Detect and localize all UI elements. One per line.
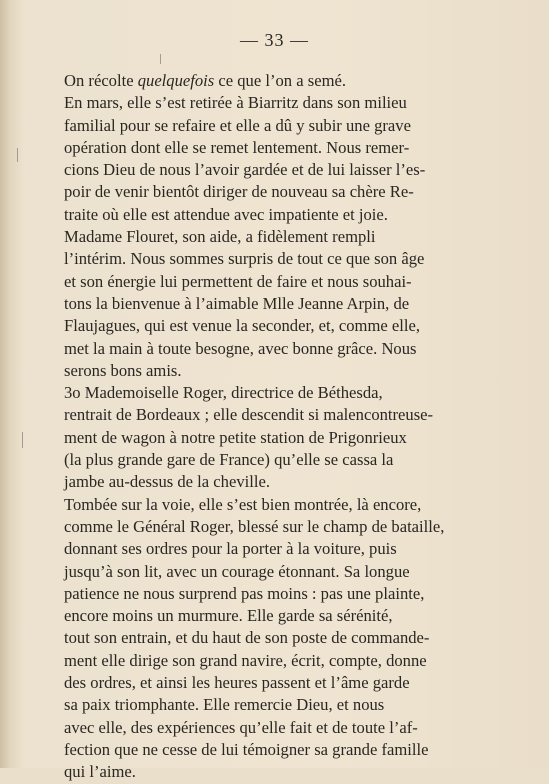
text-line: (la plus grande gare de France) qu’elle se cassa la	[64, 450, 394, 470]
text-line: serons bons amis.	[64, 360, 182, 380]
text-line: comme le Général Roger, blessé sur le champ de bataille,	[64, 516, 445, 536]
text-line: ment elle dirige son grand navire, écrit, compte, donne	[64, 650, 427, 670]
paragraph-3	[52, 226, 516, 382]
text-line: En mars, elle s’est retirée à Biarritz dans son milieu	[64, 93, 407, 113]
text-line: qui l’aime.	[64, 762, 136, 782]
margin-mark	[22, 432, 23, 448]
text-line: avec elle, des expériences qu’elle fait et de toute l’af-	[64, 717, 418, 737]
text-line: 3o Mademoiselle Roger, directrice de Béthesda,	[64, 383, 383, 403]
text-line: cions Dieu de nous l’avoir gardée et de lui laisser l’es-	[64, 160, 426, 180]
margin-mark	[160, 54, 161, 64]
text-line: encore moins un murmure. Elle garde sa sérénité,	[64, 606, 393, 626]
text-line: l’intérim. Nous sommes surpris de tout ce que son âge	[64, 249, 425, 269]
text-line: On récolte quelquefois ce que l’on a semé.	[64, 71, 347, 90]
text-line: rentrait de Bordeaux ; elle descendit si malencontreuse-	[64, 405, 434, 425]
paragraph-4	[52, 382, 516, 493]
margin-mark	[17, 148, 18, 162]
text-line: traite où elle est attendue avec impatiente et joie.	[64, 204, 388, 224]
paragraph-1	[52, 70, 516, 92]
text-line: sa paix triomphante. Elle remercie Dieu, et nous	[64, 695, 385, 715]
text-line: jambe au-dessus de la cheville.	[64, 472, 270, 492]
text-line: ment de wagon à notre petite station de Prigonrieux	[64, 427, 407, 447]
paragraph-2	[52, 92, 516, 226]
italic-word: quelquefois	[137, 71, 215, 90]
page-number: — 33 —	[240, 30, 309, 50]
text-line: des ordres, et ainsi les heures passent et l’âme garde	[64, 673, 410, 693]
body-text	[52, 70, 516, 784]
text-line: poir de venir bientôt diriger de nouveau sa chère Re-	[64, 182, 414, 202]
paragraph-5	[52, 494, 516, 784]
text-line: tout son entrain, et du haut de son poste de commande-	[64, 628, 430, 648]
text-line: jusqu’à son lit, avec un courage étonnant. Sa longue	[64, 561, 410, 581]
text-line: donnant ses ordres pour la porter à la voiture, puis	[64, 539, 397, 559]
text-line: met la main à toute besogne, avec bonne grâce. Nous	[64, 338, 417, 358]
text-line: opération dont elle se remet lentement. Nous remer-	[64, 137, 410, 157]
text-line: Tombée sur la voie, elle s’est bien montrée, là encore,	[64, 494, 422, 514]
text-line: Flaujagues, qui est venue la seconder, et, comme elle,	[64, 316, 420, 336]
text-line: et son énergie lui permettent de faire et nous souhai-	[64, 271, 412, 291]
text-line: Madame Flouret, son aide, a fidèlement rempli	[64, 227, 376, 247]
text-line: familial pour se refaire et elle a dû y subir une grave	[64, 115, 411, 135]
text-line: patience ne nous surprend pas moins : pas une plainte,	[64, 583, 425, 603]
text-line: tons la bienvenue à l’aimable Mlle Jeanne Arpin, de	[64, 293, 410, 313]
text-line: fection que ne cesse de lui témoigner sa grande famille	[64, 739, 429, 759]
